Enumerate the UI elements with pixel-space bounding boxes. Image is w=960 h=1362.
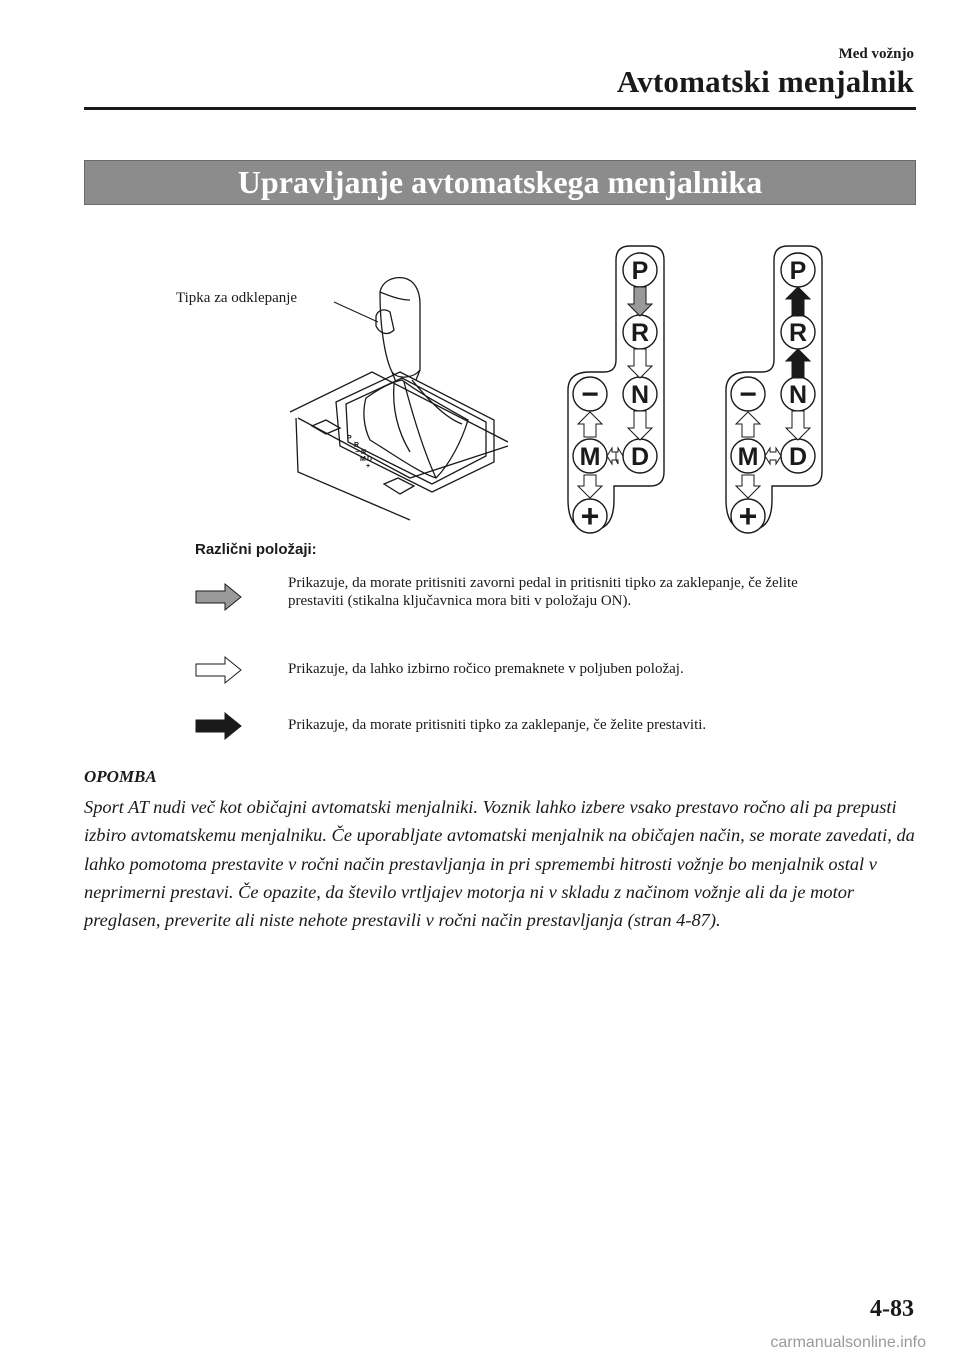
left-pos-m: M	[579, 443, 601, 471]
gate-mark-m: M	[360, 456, 366, 463]
left-minus: −	[581, 378, 599, 411]
left-pos-r: R	[630, 319, 650, 347]
note-title: OPOMBA	[84, 767, 157, 786]
legend-text: Prikazuje, da morate pritisniti zavorni pedal in pritisniti tipko za zaklepanje, če želite prestaviti (stikalna ključavnica mora biti v položaju ON).	[288, 575, 798, 609]
page-title-banner: Upravljanje avtomatskega menjalnika	[84, 160, 916, 205]
legend-text: Prikazuje, da lahko izbirno ročico premaknete v poljuben položaj.	[288, 661, 684, 677]
section-title: Avtomatski menjalnik	[616, 64, 914, 99]
unlock-button-label: Tipka za odklepanje	[176, 290, 298, 306]
right-pos-r: R	[788, 319, 808, 347]
right-pos-d: D	[788, 443, 808, 471]
left-plus: +	[580, 498, 600, 534]
shift-lever-illustration	[290, 278, 508, 520]
gate-mark-d: D	[367, 456, 373, 463]
positions-legend-title: Različni položaji:	[195, 541, 317, 558]
right-plus: +	[738, 498, 758, 534]
chapter-title: Med vožnjo	[838, 46, 914, 62]
gate-mark-p: P	[347, 435, 352, 442]
watermark: carmanualsonline.info	[770, 1334, 926, 1351]
right-pos-p: P	[789, 257, 807, 285]
right-pos-n: N	[788, 381, 808, 409]
left-pos-p: P	[631, 257, 649, 285]
legend-text: Prikazuje, da morate pritisniti tipko za zaklepanje, če želite prestaviti.	[288, 717, 707, 733]
right-minus: −	[739, 378, 757, 411]
gate-mark-n: N	[361, 449, 367, 456]
left-pos-n: N	[630, 381, 650, 409]
gate-mark-plus: +	[366, 463, 371, 470]
black-arrow-icon	[195, 711, 243, 741]
shift-pattern-right	[726, 246, 822, 534]
gray-arrow-icon	[195, 582, 243, 612]
shift-pattern-left	[568, 246, 664, 534]
right-pos-m: M	[737, 443, 759, 471]
page-number: 4-83	[870, 1296, 914, 1322]
left-pos-d: D	[630, 443, 650, 471]
white-arrow-icon	[195, 655, 243, 685]
note-body: Sport AT nudi več kot običajni avtomatski menjalniki. Voznik lahko izbere vsako prestavo ročno ali pa prepusti izbiro avtomatskemu menjalniku. Če uporabljate avtomatski menjalnik na običajen način, se morate zavedati, da lahko pomotoma prestavite v ročni način prestavljanja in pri spremembi hitrosti vožnje bo menjalnik ostal v neprimerni prestavi. Če opazite, da število vrtljajev motorja ni v skladu z načinom vožnje ali da je motor preglasen, preverite ali niste nehote prestavili v ročni način prestavljanja (stran 4-87).	[84, 797, 915, 931]
gate-mark-minus: −	[355, 449, 360, 456]
gate-mark-r: R	[354, 442, 360, 449]
